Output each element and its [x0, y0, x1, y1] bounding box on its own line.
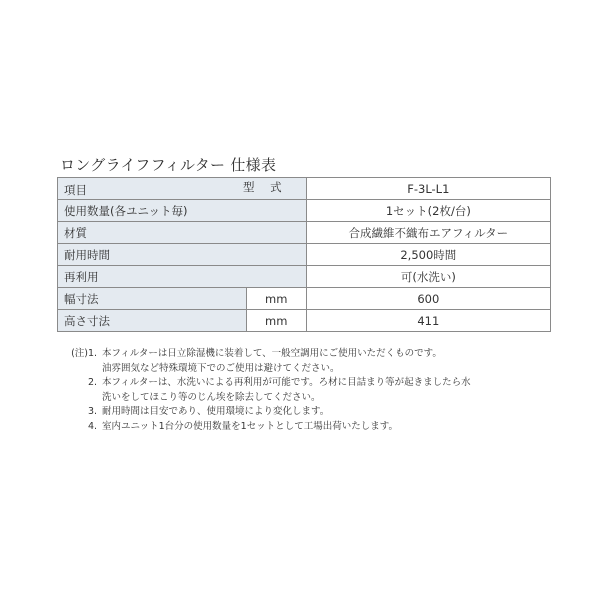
row-unit: mm — [246, 310, 306, 332]
note-text: 本フィルターは、水洗いによる再利用が可能です。ろ材に目詰まり等が起きましたら水 — [102, 377, 471, 388]
note-item — [58, 347, 558, 362]
row-label: 幅寸法 — [58, 288, 247, 310]
table-row — [58, 310, 551, 332]
row-value: 411 — [306, 310, 550, 332]
table-row — [58, 266, 551, 288]
table-row — [58, 288, 551, 310]
row-label: 耐用時間 — [58, 244, 307, 266]
note-item — [58, 391, 558, 406]
note-text: 室内ユニット1台分の使用数量を1セットとして工場出荷いたします。 — [102, 420, 398, 432]
row-value: 1セット(2枚/台) — [306, 200, 550, 222]
table-row — [58, 244, 551, 266]
note-text: 油雰囲気など特殊環境下でのご使用は避けてください。 — [102, 362, 340, 374]
note-item — [58, 405, 558, 420]
note-item — [58, 420, 558, 435]
note-item — [58, 376, 558, 391]
note-number: 3. — [88, 406, 98, 417]
row-unit: mm — [246, 288, 306, 310]
table-row — [58, 222, 551, 244]
table-header-cell — [58, 178, 307, 200]
table-header-row — [58, 178, 551, 200]
header-item-label: 項目 — [64, 183, 87, 197]
row-value: 600 — [306, 288, 550, 310]
row-value: 合成繊維不織布エアフィルター — [306, 222, 550, 244]
row-label: 材質 — [58, 222, 307, 244]
note-number: 4. — [88, 420, 98, 432]
note-text: 本フィルターは日立除湿機に装着して、一般空調用にご使用いただくものです。 — [102, 348, 442, 359]
model-value: F-3L-L1 — [306, 178, 550, 200]
note-text: 耐用時間は目安であり、使用環境により変化します。 — [102, 406, 330, 417]
row-label: 再利用 — [58, 266, 307, 288]
header-model-label: 型 式 — [243, 180, 288, 194]
note-number: 2. — [88, 377, 98, 388]
note-number: 1. — [88, 348, 98, 359]
row-label: 高さ寸法 — [58, 310, 247, 332]
row-value: 2,500時間 — [306, 244, 550, 266]
row-label: 使用数量(各ユニット毎) — [58, 200, 307, 222]
note-item — [58, 362, 558, 377]
row-value: 可(水洗い) — [306, 266, 550, 288]
spec-table — [57, 177, 551, 332]
table-row — [58, 200, 551, 222]
page-title: ロングライフフィルター 仕様表 — [60, 156, 277, 174]
notes — [58, 347, 558, 434]
notes-prefix: (注) — [71, 348, 88, 359]
note-text: 洗いをしてほこり等のじん埃を除去してください。 — [102, 391, 321, 403]
